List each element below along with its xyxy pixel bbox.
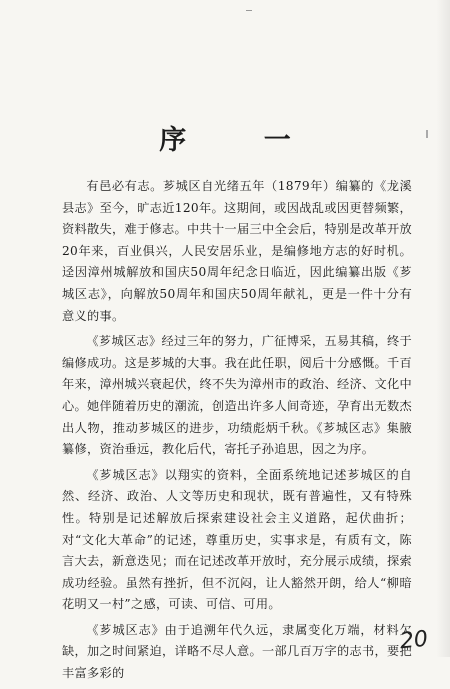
handwritten-page-number: 20: [398, 626, 430, 655]
page-edge-shadow: [436, 0, 450, 657]
scan-mark: [246, 6, 252, 11]
body-text: [62, 176, 412, 689]
paragraph: 《芗城区志》经过三年的努力，广征博采，五易其稿，终于编修成功。这是芗城的大事。我在此任职，阅后十分感慨。千百年来，漳州城兴衰起伏，终不失为漳州市的政治、经济、文化中心。她伴随着历史的潮流，创造出许多人间奇迹，孕育出无数杰出人物，推动芗城区的进步，功绩彪炳千秋。《芗城区志》集腋纂修，资治垂远，教化后代，寄托子孙追思，因之为序。: [62, 334, 412, 457]
paragraph: 《芗城区志》以翔实的资料，全面系统地记述芗城区的自然、经济、政治、人文等历史和现状，既有普遍性，又有特殊性。特别是记述解放后探索建设社会主义道路，起伏曲折；对“文化大革命”的记述，尊重历史，实事求是，有质有文，陈言大去，新意迭见；而在记述改革开放时，充分展示成绩，探索成功经验。虽然有挫折，但不沉闷，让人豁然开朗，给人“柳暗花明又一村”之感，可读、可信、可用。: [62, 467, 412, 612]
paragraph: 有邑必有志。芗城区自光绪五年（1879年）编纂的《龙溪县志》至今，旷志近120年。这期间，或因战乱或因更替频繁，资料散失，难于修志。中共十一届三中全会后，特别是改革开放20年来，百业俱兴，人民安居乐业，是编修地方志的好时机。迳因漳州城解放和国庆50周年纪念日临近，因此编纂出版《芗城区志》，向解放50周年和国庆50周年献礼，更是一件十分有意义的事。: [62, 179, 412, 323]
page-title: 序 一: [159, 125, 325, 156]
paragraph: 《芗城区志》由于追溯年代久远，隶属变化万端，材料欠缺，加之时间紧迫，详略不尽人意。一部几百万字的志书，要把丰富多彩的: [62, 622, 412, 681]
